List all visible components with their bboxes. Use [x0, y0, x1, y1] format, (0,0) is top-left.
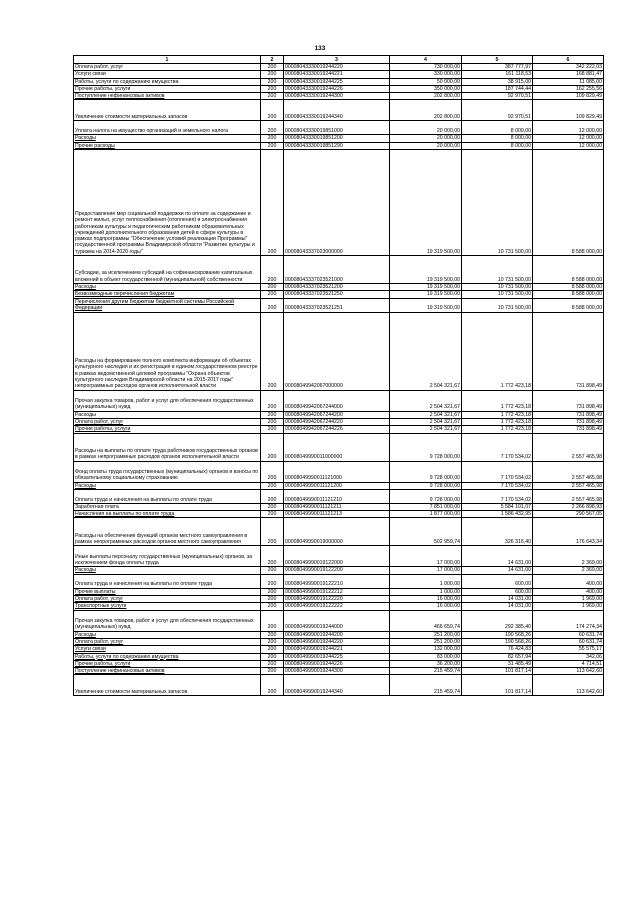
- item-name-cell: Оплата работ, услуг: [74, 638, 261, 645]
- budget-code-cell: 00008049990011121213: [284, 511, 390, 518]
- unexecuted-amount-cell: 109 829,49: [533, 100, 604, 121]
- row-code-cell: 200: [261, 574, 284, 588]
- executed-amount-cell: 101 817,14: [462, 668, 533, 675]
- executed-amount-cell: 76 424,83: [462, 646, 533, 653]
- budget-code-cell: 00008049990019244225: [284, 653, 390, 660]
- approved-amount-cell: 2 504 321,67: [390, 390, 462, 411]
- budget-code-cell: 00008049990019244000: [284, 610, 390, 631]
- approved-amount-cell: 9 728 000,00: [390, 482, 462, 489]
- row-code-cell: 200: [261, 511, 284, 518]
- row-code-cell: 200: [261, 78, 284, 85]
- budget-code-cell: 00008049990019122222: [284, 603, 390, 610]
- item-name-cell: Расходы: [74, 567, 261, 574]
- approved-amount-cell: 19 319 500,00: [390, 298, 462, 312]
- executed-amount-cell: 187 744,44: [462, 85, 533, 92]
- table-row: [74, 64, 604, 71]
- row-code-cell: 200: [261, 489, 284, 503]
- unexecuted-amount-cell: 731 898,49: [533, 312, 604, 390]
- approved-amount-cell: 502 959,74: [390, 518, 462, 546]
- budget-code-cell: 00008049990019122212: [284, 588, 390, 595]
- table-row: [74, 121, 604, 135]
- item-name-cell: Прочие выплаты: [74, 588, 261, 595]
- item-name-cell: Уплата налога на имущество организаций и земельного налога: [74, 121, 261, 135]
- executed-amount-cell: 1 586 432,95: [462, 511, 533, 518]
- unexecuted-amount-cell: 8 588 000,00: [533, 256, 604, 284]
- approved-amount-cell: 202 800,00: [390, 93, 462, 100]
- executed-amount-cell: 14 031,00: [462, 596, 533, 603]
- executed-amount-cell: 31 485,49: [462, 660, 533, 667]
- unexecuted-amount-cell: 8 588 000,00: [533, 298, 604, 312]
- budget-code-cell: 00008049990011000000: [284, 433, 390, 461]
- row-code-cell: 200: [261, 660, 284, 667]
- page-number: 133: [314, 45, 326, 52]
- unexecuted-amount-cell: 60 631,74: [533, 638, 604, 645]
- approved-amount-cell: 83 000,00: [390, 653, 462, 660]
- executed-amount-cell: 82 657,94: [462, 653, 533, 660]
- approved-amount-cell: 1 877 000,00: [390, 511, 462, 518]
- approved-amount-cell: 16 000,00: [390, 596, 462, 603]
- budget-code-cell: 00008043330019851200: [284, 135, 390, 142]
- unexecuted-amount-cell: 2 369,00: [533, 567, 604, 574]
- unexecuted-amount-cell: 342 222,03: [533, 64, 604, 71]
- budget-code-cell: 00008043330019244340: [284, 100, 390, 121]
- item-name-cell: Расходы на выплаты по оплате труда работников государственных органов в рамках непрограммных расходов органов исполнительной власти: [74, 433, 261, 461]
- table-row: [74, 503, 604, 510]
- table-row: [74, 675, 604, 696]
- row-code-cell: 200: [261, 433, 284, 461]
- unexecuted-amount-cell: 109 829,49: [533, 93, 604, 100]
- row-code-cell: 200: [261, 256, 284, 284]
- unexecuted-amount-cell: 731 898,49: [533, 390, 604, 411]
- executed-amount-cell: 10 731 500,00: [462, 291, 533, 298]
- table-row: [74, 638, 604, 645]
- row-code-cell: 200: [261, 482, 284, 489]
- approved-amount-cell: 330 000,00: [390, 71, 462, 78]
- approved-amount-cell: 251 200,00: [390, 638, 462, 645]
- budget-code-cell: 00008043330019851000: [284, 121, 390, 135]
- header-row: [74, 56, 604, 64]
- approved-amount-cell: 20 000,00: [390, 121, 462, 135]
- row-code-cell: 200: [261, 426, 284, 433]
- executed-amount-cell: 1 772 423,18: [462, 312, 533, 390]
- item-name-cell: Расходы: [74, 411, 261, 418]
- row-code-cell: 200: [261, 298, 284, 312]
- item-name-cell: Оплата работ, услуг: [74, 64, 261, 71]
- executed-amount-cell: 92 970,51: [462, 93, 533, 100]
- approved-amount-cell: 16 000,00: [390, 603, 462, 610]
- executed-amount-cell: 14 631,00: [462, 546, 533, 567]
- item-name-cell: Иные выплаты персоналу государственных (муниципальных) органов, за исключением фонда оплаты труда: [74, 546, 261, 567]
- row-code-cell: 200: [261, 64, 284, 71]
- unexecuted-amount-cell: 176 643,34: [533, 518, 604, 546]
- table-row: [74, 312, 604, 390]
- row-code-cell: 200: [261, 411, 284, 418]
- approved-amount-cell: 215 459,74: [390, 675, 462, 696]
- unexecuted-amount-cell: 8 588 000,00: [533, 291, 604, 298]
- item-name-cell: Услуги связи: [74, 646, 261, 653]
- approved-amount-cell: 350 000,00: [390, 85, 462, 92]
- unexecuted-amount-cell: 168 881,47: [533, 71, 604, 78]
- row-code-cell: 200: [261, 503, 284, 510]
- approved-amount-cell: 1 000,00: [390, 574, 462, 588]
- executed-amount-cell: 1 772 423,18: [462, 390, 533, 411]
- item-name-cell: Работы, услуги по содержанию имущества: [74, 78, 261, 85]
- unexecuted-amount-cell: 174 274,34: [533, 610, 604, 631]
- executed-amount-cell: 101 817,14: [462, 675, 533, 696]
- item-name-cell: Поступление нефинансовых активов: [74, 668, 261, 675]
- approved-amount-cell: 17 000,00: [390, 546, 462, 567]
- table-row: [74, 546, 604, 567]
- row-code-cell: 200: [261, 653, 284, 660]
- budget-code-cell: 00008049990019122220: [284, 596, 390, 603]
- budget-code-cell: 00008043330019244300: [284, 93, 390, 100]
- header-cell: 2: [261, 56, 284, 64]
- budget-code-cell: 00008049990011121000: [284, 461, 390, 482]
- row-code-cell: 200: [261, 638, 284, 645]
- budget-code-cell: 00008049990019122210: [284, 574, 390, 588]
- table-row: [74, 567, 604, 574]
- approved-amount-cell: 9 728 000,00: [390, 489, 462, 503]
- unexecuted-amount-cell: 113 642,60: [533, 668, 604, 675]
- unexecuted-amount-cell: 12 000,00: [533, 135, 604, 142]
- table-row: [74, 489, 604, 503]
- row-code-cell: 200: [261, 546, 284, 567]
- row-code-cell: 200: [261, 603, 284, 610]
- budget-code-cell: 00008049990019244220: [284, 638, 390, 645]
- budget-code-cell: 00008049990019244200: [284, 631, 390, 638]
- row-code-cell: 200: [261, 135, 284, 142]
- table-row: [74, 93, 604, 100]
- table-row: [74, 511, 604, 518]
- row-code-cell: 200: [261, 668, 284, 675]
- unexecuted-amount-cell: 731 898,49: [533, 411, 604, 418]
- unexecuted-amount-cell: 290 567,05: [533, 511, 604, 518]
- budget-code-cell: 00008043337023521200: [284, 284, 390, 291]
- item-name-cell: Оплата труда и начисления на выплаты по оплате труда: [74, 574, 261, 588]
- table-row: [74, 461, 604, 482]
- header-cell: 1: [74, 56, 261, 64]
- approved-amount-cell: 202 800,00: [390, 100, 462, 121]
- header-cell: 4: [390, 56, 462, 64]
- item-name-cell: Оплата работ, услуг: [74, 596, 261, 603]
- row-code-cell: 200: [261, 150, 284, 256]
- unexecuted-amount-cell: 400,00: [533, 574, 604, 588]
- unexecuted-amount-cell: 2 557 465,98: [533, 461, 604, 482]
- table-row: [74, 284, 604, 291]
- table-row: [74, 588, 604, 595]
- table-row: [74, 100, 604, 121]
- table-row: [74, 518, 604, 546]
- table-row: [74, 603, 604, 610]
- approved-amount-cell: 9 728 000,00: [390, 433, 462, 461]
- budget-code-cell: 00008049942067244220: [284, 418, 390, 425]
- item-name-cell: Увеличение стоимости материальных запасов: [74, 100, 261, 121]
- approved-amount-cell: 20 000,00: [390, 135, 462, 142]
- budget-code-cell: 00008049990019244300: [284, 668, 390, 675]
- item-name-cell: Фонд оплаты труда государственных (муниципальных) органов и взносы по обязательному социальному страхованию: [74, 461, 261, 482]
- item-name-cell: Увеличение стоимости материальных запасов: [74, 675, 261, 696]
- executed-amount-cell: 326 316,40: [462, 518, 533, 546]
- budget-code-cell: 00008043330019244220: [284, 64, 390, 71]
- approved-amount-cell: 2 504 321,67: [390, 411, 462, 418]
- approved-amount-cell: 1 000,00: [390, 588, 462, 595]
- executed-amount-cell: 8 000,00: [462, 135, 533, 142]
- executed-amount-cell: 14 031,00: [462, 603, 533, 610]
- table-row: [74, 433, 604, 461]
- budget-code-cell: 00008043337023521251: [284, 298, 390, 312]
- budget-code-cell: 00008043337023521250: [284, 291, 390, 298]
- executed-amount-cell: 38 915,00: [462, 78, 533, 85]
- unexecuted-amount-cell: 12 000,00: [533, 121, 604, 135]
- header-cell: 3: [284, 56, 390, 64]
- item-name-cell: Расходы: [74, 284, 261, 291]
- table-row: [74, 660, 604, 667]
- approved-amount-cell: 17 000,00: [390, 567, 462, 574]
- row-code-cell: 200: [261, 142, 284, 149]
- row-code-cell: 200: [261, 291, 284, 298]
- approved-amount-cell: 19 319 500,00: [390, 150, 462, 256]
- table-row: [74, 596, 604, 603]
- budget-code-cell: 00008043330019244226: [284, 85, 390, 92]
- table-row: [74, 390, 604, 411]
- table-row: [74, 135, 604, 142]
- row-code-cell: 200: [261, 596, 284, 603]
- unexecuted-amount-cell: 11 085,00: [533, 78, 604, 85]
- budget-code-cell: 00008043330019244225: [284, 78, 390, 85]
- unexecuted-amount-cell: 2 266 898,93: [533, 503, 604, 510]
- unexecuted-amount-cell: 12 000,00: [533, 142, 604, 149]
- unexecuted-amount-cell: 342,06: [533, 653, 604, 660]
- budget-code-cell: 00008049942067000000: [284, 312, 390, 390]
- budget-code-cell: 00008049942067244000: [284, 390, 390, 411]
- approved-amount-cell: 7 851 000,00: [390, 503, 462, 510]
- executed-amount-cell: 10 731 500,00: [462, 256, 533, 284]
- item-name-cell: Безвозмездные перечисления бюджетам: [74, 291, 261, 298]
- budget-code-cell: 00008049990011121211: [284, 503, 390, 510]
- item-name-cell: Прочие расходы: [74, 142, 261, 149]
- row-code-cell: 200: [261, 675, 284, 696]
- item-name-cell: Услуги связи: [74, 71, 261, 78]
- table-row: [74, 631, 604, 638]
- item-name-cell: Предоставление мер социальной поддержки по оплате за содержание и ремонт жилья, услуг теплоснабжения (отопления) и электроснабжения работникам культуры и педагогическим работникам образовательных учреждений дополнительного образования детей в сфере культуры в рамках подпрограммы "Обеспечение условий реализации Программы" государственной программы Владимирской области "Развитие культуры и туризма на 2014-2020 годы": [74, 150, 261, 256]
- approved-amount-cell: 2 504 321,67: [390, 312, 462, 390]
- executed-amount-cell: 1 772 423,18: [462, 426, 533, 433]
- executed-amount-cell: 161 118,53: [462, 71, 533, 78]
- table-row: [74, 418, 604, 425]
- unexecuted-amount-cell: 2 557 465,98: [533, 482, 604, 489]
- budget-code-cell: 00008043337023521000: [284, 256, 390, 284]
- budget-code-cell: 00008049990011121200: [284, 482, 390, 489]
- table-row: [74, 291, 604, 298]
- budget-code-cell: 00008049990019122200: [284, 567, 390, 574]
- row-code-cell: 200: [261, 518, 284, 546]
- executed-amount-cell: 1 772 423,18: [462, 418, 533, 425]
- budget-code-cell: 00008049990011121210: [284, 489, 390, 503]
- item-name-cell: Расходы: [74, 135, 261, 142]
- unexecuted-amount-cell: 60 631,74: [533, 631, 604, 638]
- budget-code-cell: 00008049990019244340: [284, 675, 390, 696]
- approved-amount-cell: 132 000,00: [390, 646, 462, 653]
- row-code-cell: 200: [261, 85, 284, 92]
- expenditure-table: [73, 55, 604, 696]
- item-name-cell: Поступление нефинансовых активов: [74, 93, 261, 100]
- budget-code-cell: 00008049990019122000: [284, 546, 390, 567]
- item-name-cell: Расходы: [74, 631, 261, 638]
- approved-amount-cell: 730 000,00: [390, 64, 462, 71]
- executed-amount-cell: 190 568,26: [462, 631, 533, 638]
- executed-amount-cell: 600,00: [462, 574, 533, 588]
- unexecuted-amount-cell: 2 369,00: [533, 546, 604, 567]
- unexecuted-amount-cell: 1 969,00: [533, 596, 604, 603]
- item-name-cell: Работы, услуги по содержанию имущества: [74, 653, 261, 660]
- item-name-cell: Заработная плата: [74, 503, 261, 510]
- unexecuted-amount-cell: 113 642,60: [533, 675, 604, 696]
- item-name-cell: Расходы на обеспечение функций органов местного самоуправления в рамках непрограммных расходов органов местного самоуправления: [74, 518, 261, 546]
- table-row: [74, 646, 604, 653]
- executed-amount-cell: 7 170 534,02: [462, 433, 533, 461]
- approved-amount-cell: 19 319 500,00: [390, 284, 462, 291]
- approved-amount-cell: 2 504 321,67: [390, 426, 462, 433]
- budget-code-cell: 00008043337023000000: [284, 150, 390, 256]
- row-code-cell: 200: [261, 610, 284, 631]
- approved-amount-cell: 20 000,00: [390, 142, 462, 149]
- item-name-cell: Прочие работы, услуги: [74, 426, 261, 433]
- approved-amount-cell: 19 319 500,00: [390, 256, 462, 284]
- executed-amount-cell: 1 772 423,18: [462, 411, 533, 418]
- unexecuted-amount-cell: 8 588 000,00: [533, 150, 604, 256]
- approved-amount-cell: 36 200,00: [390, 660, 462, 667]
- table-row: [74, 150, 604, 256]
- table-row: [74, 482, 604, 489]
- approved-amount-cell: 251 200,00: [390, 631, 462, 638]
- unexecuted-amount-cell: 1 969,00: [533, 603, 604, 610]
- item-name-cell: Прочая закупка товаров, работ и услуг для обеспечения государственных (муниципальных) нужд: [74, 390, 261, 411]
- item-name-cell: Расходы на формирование полного комплекта информации об объектах культурного наследия и их регистрация в едином государственном реестре в рамках ведомственной целевой программы "Охрана объектов культурного наследия Владимирской области на 2015-2017 годы" непрограммных расходов органов исполнительной власти: [74, 312, 261, 390]
- approved-amount-cell: 50 000,00: [390, 78, 462, 85]
- row-code-cell: 200: [261, 461, 284, 482]
- item-name-cell: Перечисления другим бюджетам бюджетной системы Российской Федерации: [74, 298, 261, 312]
- table-row: [74, 78, 604, 85]
- unexecuted-amount-cell: 4 714,51: [533, 660, 604, 667]
- executed-amount-cell: 92 970,51: [462, 100, 533, 121]
- header-cell: 5: [462, 56, 533, 64]
- table-row: [74, 610, 604, 631]
- approved-amount-cell: 19 319 500,00: [390, 291, 462, 298]
- table-row: [74, 256, 604, 284]
- budget-code-cell: 00008049990019000000: [284, 518, 390, 546]
- budget-code-cell: 00008043330019851290: [284, 142, 390, 149]
- row-code-cell: 200: [261, 284, 284, 291]
- row-code-cell: 200: [261, 646, 284, 653]
- row-code-cell: 200: [261, 588, 284, 595]
- executed-amount-cell: 10 731 500,00: [462, 284, 533, 291]
- row-code-cell: 200: [261, 100, 284, 121]
- unexecuted-amount-cell: 162 255,56: [533, 85, 604, 92]
- executed-amount-cell: 7 170 534,02: [462, 482, 533, 489]
- item-name-cell: Оплата работ, услуг: [74, 418, 261, 425]
- unexecuted-amount-cell: 731 898,49: [533, 426, 604, 433]
- row-code-cell: 200: [261, 71, 284, 78]
- table-row: [74, 668, 604, 675]
- budget-code-cell: 00008049942067244226: [284, 426, 390, 433]
- table-row: [74, 411, 604, 418]
- unexecuted-amount-cell: 2 557 465,98: [533, 489, 604, 503]
- budget-code-cell: 00008049942067244200: [284, 411, 390, 418]
- executed-amount-cell: 10 731 500,00: [462, 298, 533, 312]
- item-name-cell: Начисления на выплаты по оплате труда: [74, 511, 261, 518]
- item-name-cell: Расходы: [74, 482, 261, 489]
- unexecuted-amount-cell: 731 898,49: [533, 418, 604, 425]
- executed-amount-cell: 5 584 101,07: [462, 503, 533, 510]
- executed-amount-cell: 600,00: [462, 588, 533, 595]
- row-code-cell: 200: [261, 418, 284, 425]
- executed-amount-cell: 387 777,97: [462, 64, 533, 71]
- table-row: [74, 426, 604, 433]
- row-code-cell: 200: [261, 390, 284, 411]
- budget-code-cell: 00008043330019244221: [284, 71, 390, 78]
- executed-amount-cell: 10 731 500,00: [462, 150, 533, 256]
- executed-amount-cell: 7 170 534,02: [462, 461, 533, 482]
- budget-code-cell: 00008049990019244221: [284, 646, 390, 653]
- item-name-cell: Прочие работы, услуги: [74, 85, 261, 92]
- row-code-cell: 200: [261, 631, 284, 638]
- item-name-cell: Транспортные услуги: [74, 603, 261, 610]
- executed-amount-cell: 7 170 534,02: [462, 489, 533, 503]
- item-name-cell: Прочие работы, услуги: [74, 660, 261, 667]
- table-row: [74, 574, 604, 588]
- approved-amount-cell: 215 459,74: [390, 668, 462, 675]
- item-name-cell: Прочая закупка товаров, работ и услуг для обеспечения государственных (муниципальных) нужд: [74, 610, 261, 631]
- table-row: [74, 653, 604, 660]
- executed-amount-cell: 8 000,00: [462, 121, 533, 135]
- row-code-cell: 200: [261, 121, 284, 135]
- table-row: [74, 142, 604, 149]
- table-row: [74, 298, 604, 312]
- unexecuted-amount-cell: 8 588 000,00: [533, 284, 604, 291]
- row-code-cell: 200: [261, 93, 284, 100]
- executed-amount-cell: 14 631,00: [462, 567, 533, 574]
- unexecuted-amount-cell: 400,00: [533, 588, 604, 595]
- table-row: [74, 85, 604, 92]
- item-name-cell: Оплата труда и начисления на выплаты по оплате труда: [74, 489, 261, 503]
- table-row: [74, 71, 604, 78]
- approved-amount-cell: 466 659,74: [390, 610, 462, 631]
- unexecuted-amount-cell: 2 557 465,98: [533, 433, 604, 461]
- unexecuted-amount-cell: 55 575,17: [533, 646, 604, 653]
- executed-amount-cell: 292 385,40: [462, 610, 533, 631]
- row-code-cell: 200: [261, 567, 284, 574]
- row-code-cell: 200: [261, 312, 284, 390]
- executed-amount-cell: 8 000,00: [462, 142, 533, 149]
- budget-code-cell: 00008049990019244226: [284, 660, 390, 667]
- executed-amount-cell: 190 568,26: [462, 638, 533, 645]
- approved-amount-cell: 2 504 321,67: [390, 418, 462, 425]
- approved-amount-cell: 9 728 000,00: [390, 461, 462, 482]
- item-name-cell: Субсидии, за исключением субсидий на софинансирование капитальных вложений в объект государственной (муниципальной) собственности: [74, 256, 261, 284]
- header-cell: 6: [533, 56, 604, 64]
